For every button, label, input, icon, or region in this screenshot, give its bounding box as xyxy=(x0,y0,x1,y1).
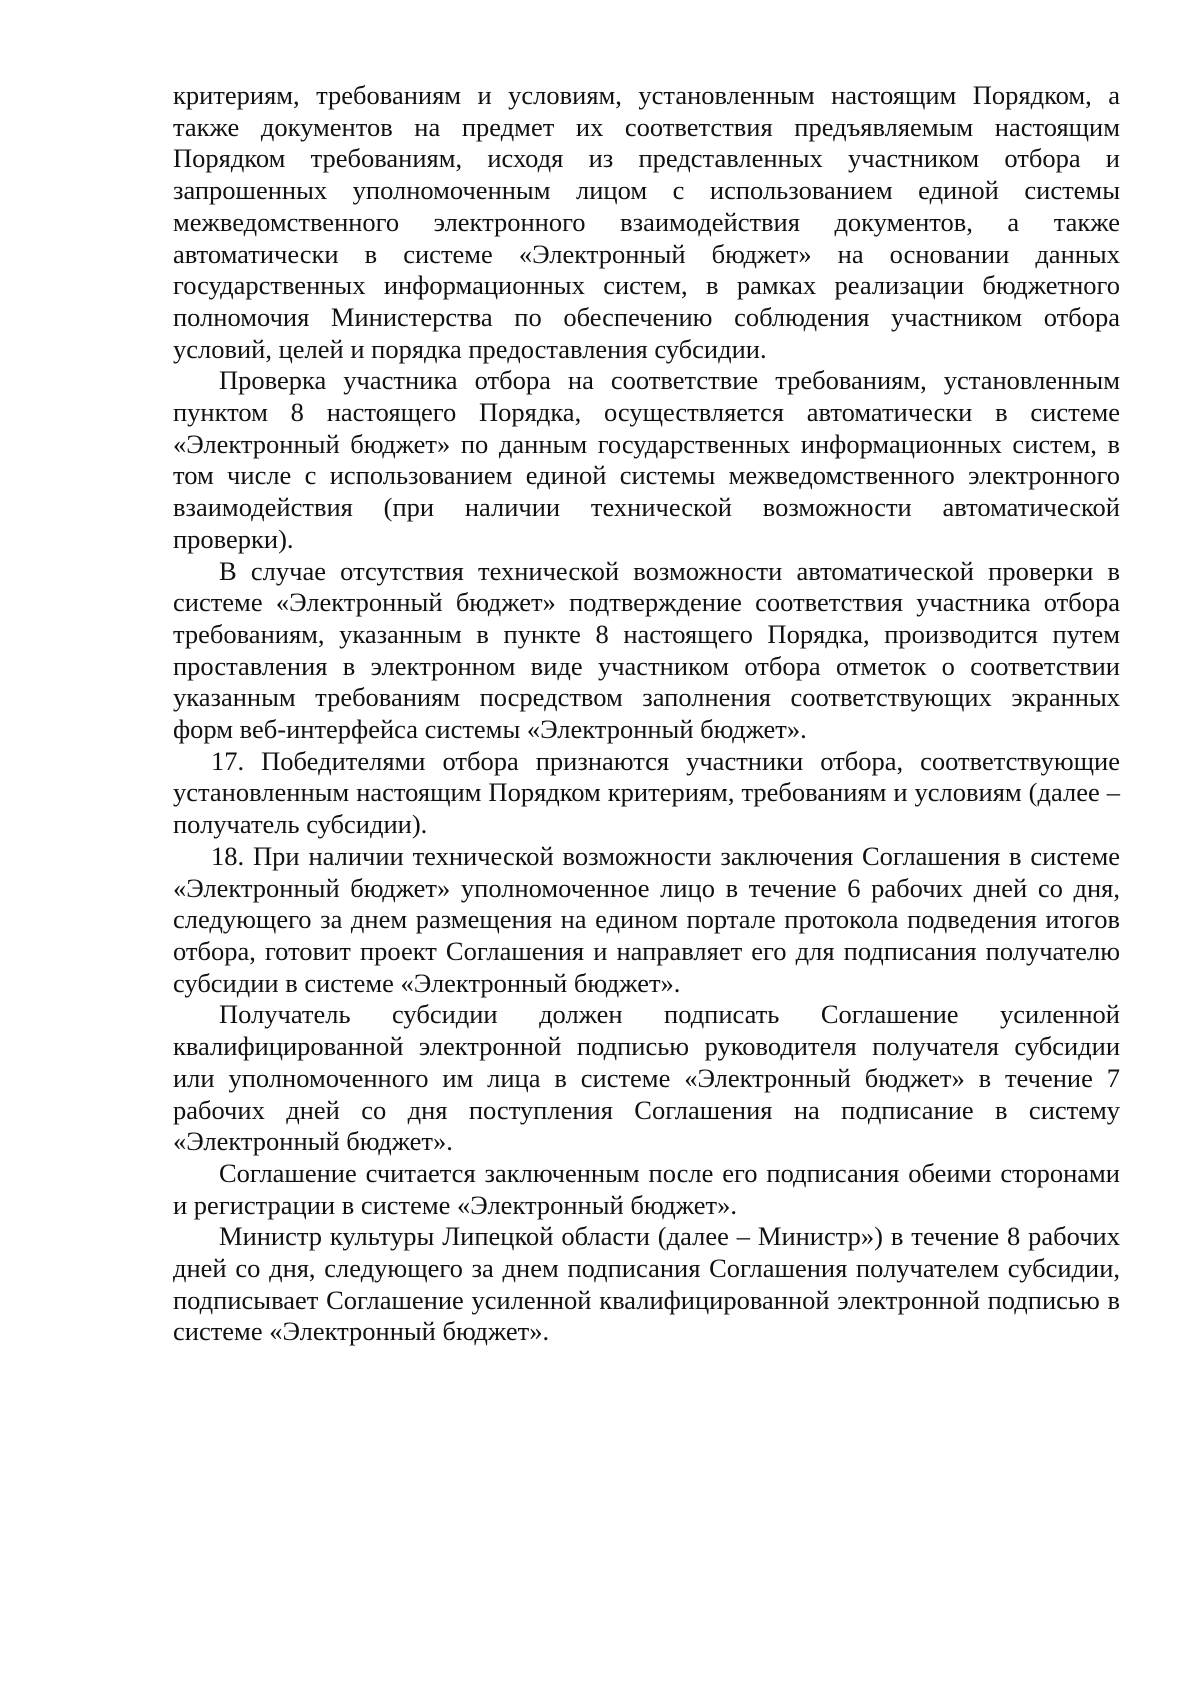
paragraph-item-18: 18. При наличии технической возможности заключения Соглашения в системе «Электронный бюджет» уполномоченное лицо в течение 6 рабочих дней со дня, следующего за днем размещения на едином портале протокола подведения итогов отбора, готовит проект Соглашения и направляет его для подписания получателю субсидии в системе «Электронный бюджет». xyxy=(173,840,1120,998)
paragraph-recipient-signing: Получатель субсидии должен подписать Соглашение усиленной квалифицированной электронной подписью руководителя получателя субсидии или уполномоченного им лица в системе «Электронный бюджет» в течение 7 рабочих дней со дня поступления Соглашения на подписание в систему «Электронный бюджет». xyxy=(173,999,1120,1157)
paragraph-item-17: 17. Победителями отбора признаются участники отбора, соответствующие установленным настоящим Порядком критериям, требованиям и условиям (далее – получатель субсидии). xyxy=(173,745,1120,840)
paragraph-continuation: критериям, требованиям и условиям, установленным настоящим Порядком, а также документов на предмет их соответствия предъявляемым настоящим Порядком требованиям, исходя из представленных участником отбора и запрошенных уполномоченным лицом с использованием единой системы межведомственного электронного взаимодействия документов, а также автоматически в системе «Электронный бюджет» на основании данных государственных информационных систем, в рамках реализации бюджетного полномочия Министерства по обеспечению соблюдения участником отбора условий, целей и порядка предоставления субсидии. xyxy=(173,80,1120,364)
paragraph-manual-confirmation: В случае отсутствия технической возможности автоматической проверки в системе «Электронный бюджет» подтверждение соответствия участника отбора требованиям, указанным в пункте 8 настоящего Порядка, производится путем проставления в электронном виде участником отбора отметок о соответствии указанным требованиям посредством заполнения соответствующих экранных форм веб-интерфейса системы «Электронный бюджет». xyxy=(173,555,1120,745)
paragraph-agreement-concluded: Соглашение считается заключенным после его подписания обеими сторонами и регистрации в системе «Электронный бюджет». xyxy=(173,1157,1120,1220)
paragraph-participant-check: Проверка участника отбора на соответствие требованиям, установленным пунктом 8 настоящего Порядка, осуществляется автоматически в системе «Электронный бюджет» по данным государственных информационных систем, в том числе с использованием единой системы межведомственного электронного взаимодействия (при наличии технической возможности автоматической проверки). xyxy=(173,365,1120,554)
paragraph-minister-signing: Министр культуры Липецкой области (далее – Министр») в течение 8 рабочих дней со дня, следующего за днем подписания Соглашения получателем субсидии, подписывает Соглашение усиленной квалифицированной электронной подписью в системе «Электронный бюджет». xyxy=(173,1221,1120,1347)
document-page xyxy=(173,80,1120,1348)
